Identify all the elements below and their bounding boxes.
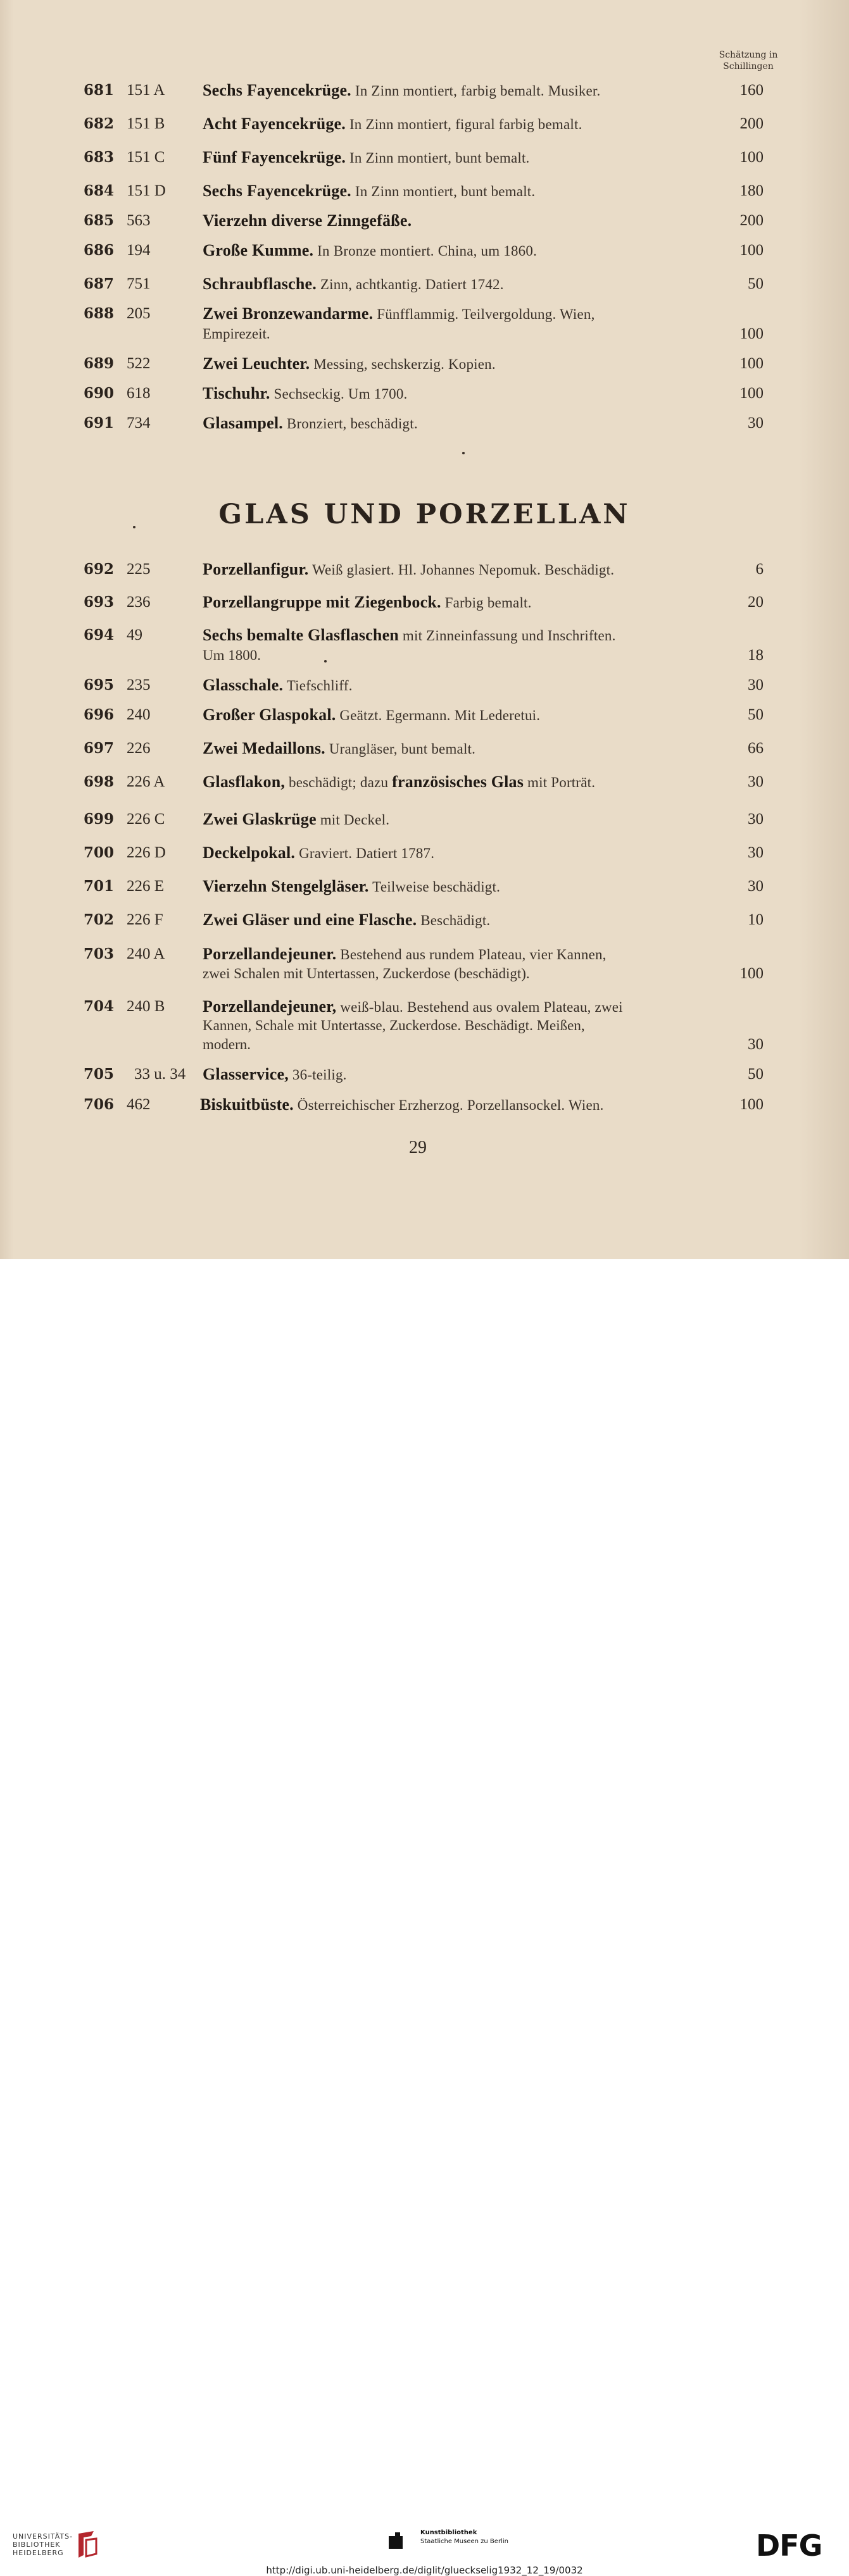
entry-title: Glasflakon,	[203, 773, 286, 791]
lot-number: 702	[83, 911, 114, 928]
estimate-price: 30	[748, 844, 764, 861]
entry-description	[203, 593, 717, 613]
entry-description	[203, 626, 717, 645]
entry-title: Zwei Gläser und eine Flasche.	[203, 911, 417, 929]
estimate-price: 30	[748, 811, 764, 828]
entry-text: weiß-blau. Bestehend aus ovalem Plateau, zwei	[336, 999, 623, 1015]
entry-text: In Bronze montiert. China, um 1860.	[313, 243, 538, 259]
entry-title: Glasschale.	[203, 676, 284, 694]
entry-title: Deckelpokal.	[203, 843, 296, 862]
reference-number: 618	[127, 385, 151, 402]
entry-title: Acht Fayencekrüge.	[203, 115, 346, 133]
estimate-price: 18	[748, 647, 764, 664]
lot-number: 693	[83, 594, 114, 611]
reference-number: 49	[127, 626, 142, 644]
lot-number: 689	[83, 355, 114, 372]
estimate-price: 200	[739, 212, 764, 229]
reference-number: 563	[127, 212, 151, 229]
estimate-price: 100	[739, 242, 764, 259]
estimate-price: 180	[739, 182, 764, 199]
entry-title: Zwei Bronzewandarme.	[203, 304, 374, 323]
estimate-price: 50	[748, 1066, 764, 1083]
entry-title-secondary: französisches Glas	[392, 773, 524, 791]
column-header-line1: Schätzung in	[719, 50, 778, 60]
lot-number: 704	[83, 998, 114, 1015]
entry-title: Porzellanfigur.	[203, 560, 309, 578]
lot-number: 695	[83, 676, 114, 694]
reference-number: 240 B	[127, 998, 165, 1015]
entry-text: Sechseckig. Um 1700.	[270, 386, 408, 402]
entry-description	[203, 304, 717, 324]
catalog-entry	[0, 739, 849, 758]
entry-continuation-text: Kannen, Schale mit Untertasse, Zuckerdose. Beschädigt. Meißen,	[203, 1017, 585, 1033]
estimate-price: 30	[748, 878, 764, 895]
ink-speck	[462, 452, 465, 454]
entry-description	[203, 997, 717, 1017]
entry-description	[203, 275, 717, 294]
entry-text: Österreichischer Erzherzog. Porzellansockel. Wien.	[293, 1097, 604, 1113]
entry-text: In Zinn montiert, bunt bemalt.	[351, 184, 536, 199]
catalog-entry	[0, 560, 849, 579]
entry-description	[203, 706, 717, 725]
lot-number: 688	[83, 305, 114, 322]
catalog-entry	[0, 1065, 849, 1084]
reference-number: 240	[127, 706, 151, 723]
kunstbibliothek-line2: Staatliche Museen zu Berlin	[420, 2538, 508, 2545]
entry-text: Zinn, achtkantig. Datiert 1742.	[316, 277, 504, 292]
estimate-price: 100	[739, 965, 764, 982]
catalog-entry	[0, 211, 849, 230]
ink-speck	[324, 660, 327, 663]
dfg-logo: DFG	[756, 2529, 822, 2563]
entry-text: Farbig bemalt.	[441, 595, 532, 611]
entry-title: Porzellandejeuner,	[203, 997, 337, 1016]
entry-text-secondary: mit Porträt.	[524, 775, 596, 790]
entry-title: Porzellangruppe mit Ziegenbock.	[203, 593, 441, 611]
reference-number: 33 u. 34	[134, 1066, 186, 1083]
entry-title: Schraubflasche.	[203, 275, 317, 293]
catalog-entry	[0, 911, 849, 930]
catalog-entry-continuation	[0, 1016, 849, 1035]
lot-number: 686	[83, 242, 114, 259]
entry-title: Biskuitbüste.	[200, 1095, 294, 1114]
catalog-entry	[0, 304, 849, 323]
entry-text: In Zinn montiert, farbig bemalt. Musiker.	[351, 83, 601, 99]
reference-number: 240 A	[127, 945, 165, 962]
reference-number: 151 B	[127, 115, 165, 132]
catalog-entry	[0, 945, 849, 964]
entry-description	[203, 384, 717, 404]
catalog-entry	[0, 1095, 849, 1114]
entry-description	[203, 560, 717, 580]
entry-title: Großer Glaspokal.	[203, 706, 336, 724]
entry-description	[203, 843, 717, 863]
entry-description	[203, 945, 717, 964]
catalog-entry	[0, 843, 849, 862]
kunstbibliothek-label	[420, 2529, 508, 2546]
estimate-price: 50	[748, 706, 764, 723]
entry-continuation-text: Um 1800.	[203, 647, 261, 663]
estimate-price: 100	[739, 355, 764, 372]
entry-description	[203, 676, 717, 695]
entry-text: Weiß glasiert. Hl. Johannes Nepomuk. Beschädigt.	[308, 562, 615, 578]
entry-title: Sechs bemalte Glasflaschen	[203, 626, 399, 644]
lot-number: 692	[83, 561, 114, 578]
entry-title: Große Kumme.	[203, 241, 314, 259]
entry-description	[203, 414, 717, 433]
entry-description	[203, 773, 717, 792]
column-header-line2: Schillingen	[723, 61, 774, 72]
lot-number: 703	[83, 945, 114, 962]
catalog-entry	[0, 354, 849, 373]
reference-number: 151 D	[127, 182, 166, 199]
entry-title: Zwei Glaskrüge	[203, 810, 317, 828]
estimate-price: 100	[739, 385, 764, 402]
page-number: 29	[409, 1138, 427, 1157]
lot-number: 685	[83, 212, 114, 229]
lot-number: 698	[83, 773, 114, 790]
kunstbibliothek-logo-icon	[389, 2532, 403, 2549]
estimate-price: 30	[748, 773, 764, 790]
catalog-entry	[0, 877, 849, 896]
estimate-price: 30	[748, 1036, 764, 1053]
column-header-estimate	[704, 49, 793, 72]
catalog-entry-continuation	[0, 646, 849, 665]
catalog-entry	[0, 81, 849, 100]
entry-text: mit Zinneinfassung und Inschriften.	[398, 628, 616, 644]
estimate-price: 30	[748, 414, 764, 432]
entry-description	[203, 877, 717, 897]
viewer-footer	[0, 1259, 849, 2576]
entry-description	[203, 739, 717, 759]
entry-description	[203, 354, 717, 374]
lot-number: 700	[83, 844, 114, 861]
lot-number: 687	[83, 275, 114, 292]
entry-description	[203, 1065, 717, 1085]
entry-title: Vierzehn diverse Zinngefäße.	[203, 211, 412, 230]
entry-description	[203, 911, 717, 930]
estimate-price: 66	[748, 740, 764, 757]
estimate-price: 6	[755, 561, 764, 578]
entry-text: beschädigt; dazu	[285, 775, 393, 790]
entry-text: Geätzt. Egermann. Mit Lederetui.	[336, 707, 541, 723]
catalog-entry	[0, 997, 849, 1016]
lot-number: 690	[83, 385, 114, 402]
entry-text: Bestehend aus rundem Plateau, vier Kannen,	[336, 947, 607, 962]
entry-description	[203, 182, 717, 201]
lot-number: 696	[83, 706, 114, 723]
catalog-entry	[0, 384, 849, 403]
catalog-entry	[0, 706, 849, 725]
reference-number: 226 A	[127, 773, 165, 790]
entry-title: Vierzehn Stengelgläser.	[203, 877, 369, 895]
estimate-price: 100	[739, 149, 764, 166]
university-line2: BIBLIOTHEK	[13, 2541, 61, 2549]
catalog-entry	[0, 115, 849, 134]
estimate-price: 200	[739, 115, 764, 132]
entry-title: Zwei Leuchter.	[203, 354, 310, 373]
scanned-page	[0, 0, 849, 1259]
lot-number: 706	[83, 1096, 114, 1113]
catalog-entry	[0, 241, 849, 260]
entry-title: Tischuhr.	[203, 384, 270, 402]
lot-number: 684	[83, 182, 114, 199]
reference-number: 205	[127, 305, 151, 322]
reference-number: 236	[127, 594, 151, 611]
lot-number: 705	[83, 1066, 114, 1083]
entry-title: Glasampel.	[203, 414, 283, 432]
entry-text: 36-teilig.	[288, 1067, 347, 1083]
entry-title: Fünf Fayencekrüge.	[203, 148, 346, 166]
reference-number: 226 D	[127, 844, 166, 861]
catalog-entry	[0, 676, 849, 695]
reference-number: 225	[127, 561, 151, 578]
entry-description	[203, 211, 717, 231]
entry-continuation-text: zwei Schalen mit Untertassen, Zuckerdose (beschädigt).	[203, 966, 530, 981]
catalog-entry	[0, 773, 849, 792]
estimate-price: 20	[748, 594, 764, 611]
catalog-entry	[0, 626, 849, 645]
reference-number: 194	[127, 242, 151, 259]
entry-description	[200, 1095, 714, 1115]
estimate-price: 30	[748, 676, 764, 694]
entry-description	[203, 241, 717, 261]
entry-description	[203, 810, 717, 830]
lot-number: 694	[83, 626, 114, 644]
university-logo-icon	[75, 2530, 100, 2559]
reference-number: 226 E	[127, 878, 165, 895]
entry-text: Tiefschliff.	[283, 678, 353, 694]
reference-number: 151 C	[127, 149, 165, 166]
entry-text: In Zinn montiert, bunt bemalt.	[346, 150, 530, 166]
reference-number: 751	[127, 275, 151, 292]
catalog-entry	[0, 810, 849, 829]
estimate-price: 10	[748, 911, 764, 928]
entry-continuation-text: Empirezeit.	[203, 326, 270, 342]
catalog-entry-continuation	[0, 964, 849, 983]
catalog-entry	[0, 414, 849, 433]
reference-number: 522	[127, 355, 151, 372]
lot-number: 681	[83, 82, 114, 99]
entry-text: Fünfflammig. Teilvergoldung. Wien,	[373, 306, 595, 322]
kunstbibliothek-line1: Kunstbibliothek	[420, 2529, 477, 2536]
catalog-entry	[0, 593, 849, 612]
lot-number: 682	[83, 115, 114, 132]
entry-continuation-text: modern.	[203, 1036, 251, 1052]
reference-number: 235	[127, 676, 151, 694]
entry-title: Sechs Fayencekrüge.	[203, 182, 351, 200]
estimate-price: 50	[748, 275, 764, 292]
lot-number: 697	[83, 740, 114, 757]
catalog-entry	[0, 275, 849, 294]
entry-title: Zwei Medaillons.	[203, 739, 325, 757]
entry-text: In Zinn montiert, figural farbig bemalt.	[346, 116, 582, 132]
entry-text: Teilweise beschädigt.	[368, 879, 501, 895]
section-title: GLAS UND PORZELLAN	[218, 499, 631, 530]
entry-description	[203, 81, 717, 101]
entry-text: Urangläser, bunt bemalt.	[325, 741, 476, 757]
entry-text: Beschädigt.	[417, 912, 491, 928]
entry-description	[203, 148, 717, 168]
reference-number: 226	[127, 740, 151, 757]
entry-description	[203, 115, 717, 134]
entry-text: Messing, sechskerzig. Kopien.	[310, 356, 496, 372]
entry-text: Bronziert, beschädigt.	[282, 416, 418, 432]
university-library-label	[13, 2532, 73, 2557]
reference-number: 226 C	[127, 811, 165, 828]
entry-title: Sechs Fayencekrüge.	[203, 81, 351, 99]
reference-number: 151 A	[127, 82, 165, 99]
reference-number: 734	[127, 414, 151, 432]
lot-number: 691	[83, 414, 114, 432]
university-line1: UNIVERSITÄTS-	[13, 2532, 73, 2541]
reference-number: 226 F	[127, 911, 163, 928]
estimate-price: 100	[739, 1096, 764, 1113]
catalog-entry-continuation	[0, 325, 849, 344]
entry-text: mit Deckel.	[316, 812, 390, 828]
catalog-entry-continuation	[0, 1035, 849, 1054]
permalink-url[interactable]: http://digi.ub.uni-heidelberg.de/diglit/glueckselig1932_12_19/0032	[266, 2565, 583, 2576]
lot-number: 683	[83, 149, 114, 166]
estimate-price: 160	[739, 82, 764, 99]
entry-text: Graviert. Datiert 1787.	[295, 845, 435, 861]
university-line3: HEIDELBERG	[13, 2549, 64, 2557]
entry-title: Porzellandejeuner.	[203, 945, 337, 963]
catalog-entry	[0, 148, 849, 167]
catalog-entry	[0, 182, 849, 201]
estimate-price: 100	[739, 325, 764, 342]
entry-title: Glasservice,	[203, 1065, 289, 1083]
lot-number: 699	[83, 811, 114, 828]
lot-number: 701	[83, 878, 114, 895]
reference-number: 462	[127, 1096, 151, 1113]
